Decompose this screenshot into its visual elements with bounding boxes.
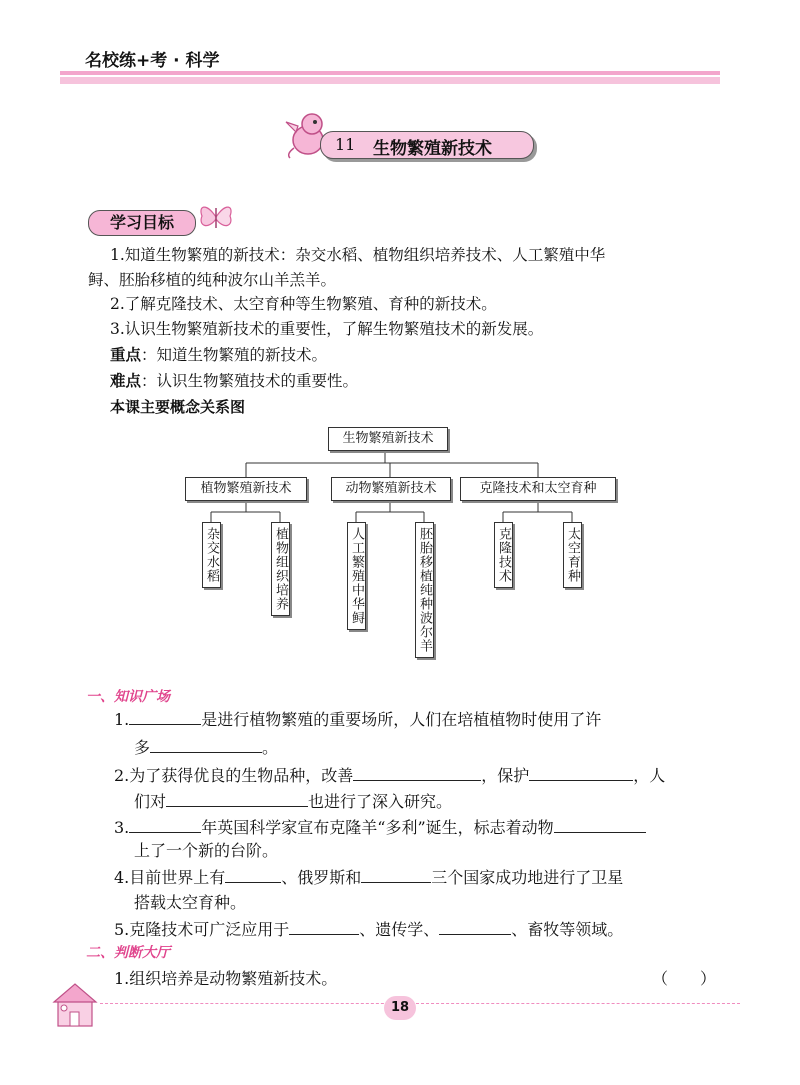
q4-text-1: 4.目前世界上有 bbox=[114, 868, 226, 887]
q2-text-4: 们对 bbox=[134, 792, 167, 811]
difficult-point-text: ：认识生物繁殖技术的重要性。 bbox=[141, 372, 359, 390]
difficult-point-label: 难点 bbox=[110, 372, 142, 390]
learning-goals-tag: 学习目标 bbox=[88, 210, 196, 236]
goal-item-3: 3.认识生物繁殖新技术的重要性，了解生物繁殖技术的新发展。 bbox=[110, 320, 544, 338]
section-2-title: 二、判断大厅 bbox=[86, 945, 170, 961]
goal-item-1-line-2: 鲟、胚胎移植的纯种波尔山羊羔羊。 bbox=[88, 271, 337, 289]
judge-answer-parens[interactable]: （ ） bbox=[652, 969, 717, 988]
page-number: 18 bbox=[384, 996, 416, 1020]
concept-root: 生物繁殖新技术 bbox=[328, 427, 448, 451]
q4-text-2: 、俄罗斯和 bbox=[281, 868, 362, 887]
question-4-line-1 bbox=[114, 864, 623, 888]
blank-field[interactable] bbox=[150, 734, 262, 753]
q2-text-3: ，人 bbox=[633, 766, 666, 785]
q1-number: 1. bbox=[114, 710, 130, 729]
concept-branch-animal: 动物繁殖新技术 bbox=[331, 477, 451, 501]
question-5 bbox=[114, 916, 623, 940]
blank-field[interactable] bbox=[225, 864, 281, 883]
blank-field[interactable] bbox=[361, 864, 431, 883]
concept-map-title: 本课主要概念关系图 bbox=[110, 398, 246, 416]
q2-text-1: 2.为了获得优良的生物品种，改善 bbox=[114, 766, 354, 785]
q2-text-2: ，保护 bbox=[481, 766, 530, 785]
house-icon bbox=[44, 980, 106, 1028]
q4-text-3: 三个国家成功地进行了卫星 bbox=[431, 868, 624, 887]
q4-text-4: 搭载太空育种。 bbox=[134, 893, 247, 912]
concept-leaf-cloning: 克隆技术 bbox=[494, 522, 513, 588]
q1-end: 。 bbox=[262, 738, 279, 757]
question-1-line-1 bbox=[114, 706, 601, 730]
goal-item-2: 2.了解克隆技术、太空育种等生物繁殖、育种的新技术。 bbox=[110, 295, 497, 313]
concept-leaf-hybrid-rice: 杂交水稻 bbox=[202, 522, 221, 588]
blank-field[interactable] bbox=[129, 814, 201, 833]
question-4-line-2 bbox=[134, 890, 246, 913]
blank-field[interactable] bbox=[289, 916, 359, 935]
concept-leaf-tissue-culture: 植物组织培养 bbox=[271, 522, 290, 616]
lesson-number: 11 bbox=[335, 135, 356, 154]
concept-branch-plant: 植物繁殖新技术 bbox=[185, 477, 307, 501]
blank-field[interactable] bbox=[529, 762, 633, 781]
book-title: 名校练+考 · 科学 bbox=[85, 51, 220, 71]
q3-text-2: 上了一个新的台阶。 bbox=[134, 841, 279, 860]
question-3-line-1 bbox=[114, 814, 646, 838]
q5-text-1: 5.克隆技术可广泛应用于 bbox=[114, 920, 290, 939]
footer-dashed-line bbox=[100, 1003, 740, 1004]
question-2-line-1 bbox=[114, 762, 665, 786]
section-1-title: 一、知识广场 bbox=[86, 689, 170, 705]
q1-text-2: 多 bbox=[134, 738, 151, 757]
concept-leaf-embryo-goat: 胚胎移植纯种波尔羊 bbox=[415, 522, 434, 658]
blank-field[interactable] bbox=[353, 762, 481, 781]
q5-text-2: 、遗传学、 bbox=[359, 920, 440, 939]
key-point-label: 重点 bbox=[110, 346, 142, 364]
lesson-title: 生物繁殖新技术 bbox=[373, 139, 492, 159]
question-3-line-2 bbox=[134, 838, 278, 861]
q2-text-5: 也进行了深入研究。 bbox=[308, 792, 453, 811]
judge-question-1: 1.组织培养是动物繁殖新技术。 bbox=[114, 969, 338, 988]
q1-text: 是进行植物繁殖的重要场所，人们在培植植物时使用了许 bbox=[201, 710, 602, 729]
blank-field[interactable] bbox=[439, 916, 511, 935]
question-2-line-2 bbox=[134, 788, 452, 812]
blank-field[interactable] bbox=[166, 788, 308, 807]
concept-leaf-sturgeon: 人工繁殖中华鲟 bbox=[347, 522, 366, 630]
key-point-text: ：知道生物繁殖的新技术。 bbox=[141, 346, 328, 364]
blank-field[interactable] bbox=[554, 814, 646, 833]
goal-item-1-line-1: 1.知道生物繁殖的新技术：杂交水稻、植物组织培养技术、人工繁殖中华 bbox=[110, 246, 606, 264]
q3-text: 年英国科学家宣布克隆羊“多利”诞生，标志着动物 bbox=[201, 818, 554, 837]
concept-branch-clone-space: 克隆技术和太空育种 bbox=[460, 477, 616, 501]
q3-number: 3. bbox=[114, 818, 130, 837]
question-1-line-2 bbox=[134, 734, 278, 758]
q5-text-3: 、畜牧等领域。 bbox=[511, 920, 624, 939]
blank-field[interactable] bbox=[129, 706, 201, 725]
concept-leaf-space-breeding: 太空育种 bbox=[563, 522, 582, 588]
